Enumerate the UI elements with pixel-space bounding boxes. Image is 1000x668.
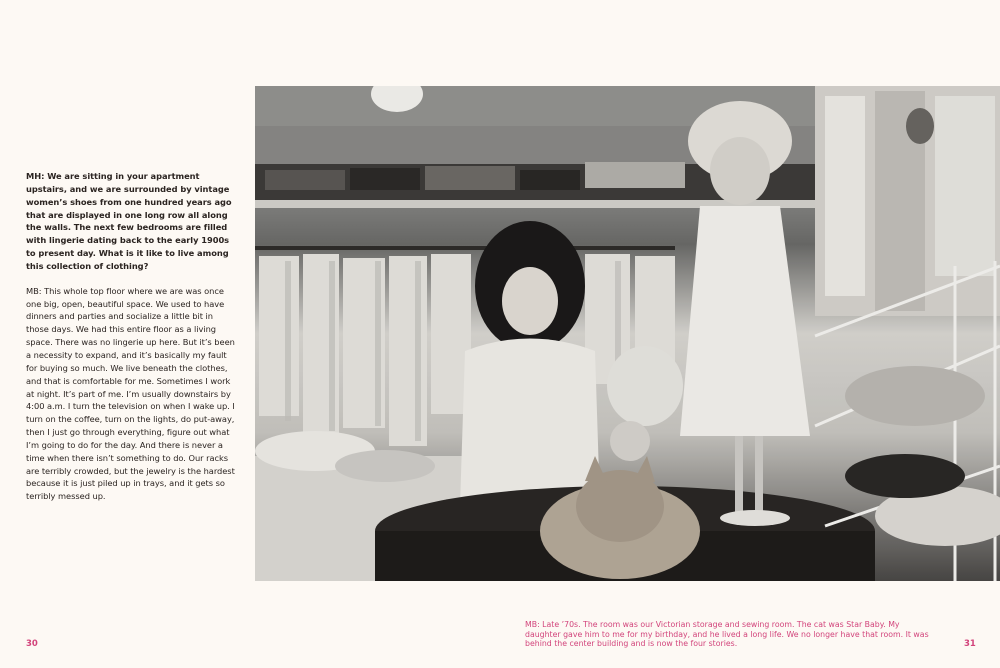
interview-text [26, 170, 238, 515]
archival-photo [255, 86, 1000, 581]
page-number-left: 30 [26, 639, 38, 649]
question-paragraph: MH: We are sitting in your apartment upstairs, and we are surrounded by vintage women’s shoes from one hundred years ago that are displayed in one long row all along the walls. The next few bedrooms are filled with lingerie dating back to the early 1900s to present day. What is it like to live among this collection of clothing? [26, 171, 232, 271]
photo-caption: MB: Late ’70s. The room was our Victorian storage and sewing room. The cat was Star Baby. My daughter gave him to me for my birthday, and he lived a long life. We no longer have that room. It was behind the center building and is now the four stories. [525, 620, 929, 649]
answer-paragraph: MB: This whole top floor where we are was once one big, open, beautiful space. We used to have dinners and parties and socialize a little bit in those days. We had this entire floor as a living space. There was no lingerie up here. But it’s been a necessity to expand, and it’s basically my fault for buying so much. We live beneath the clothes, and that is comfortable for me. Sometimes I work at night. It’s part of me. I’m usually downstairs by 4:00 a.m. I turn the television on when I wake up. I turn on the coffee, turn on the lights, do put-away, then I just go through everything, figure out what I’m going to do for the day. And there is never a time when there isn’t something to do. Our racks are terribly crowded, but the jewelry is the hardest because it is just piled up in trays, and it gets so terribly messed up. [26, 285, 235, 502]
page-number-right: 31 [964, 639, 976, 649]
